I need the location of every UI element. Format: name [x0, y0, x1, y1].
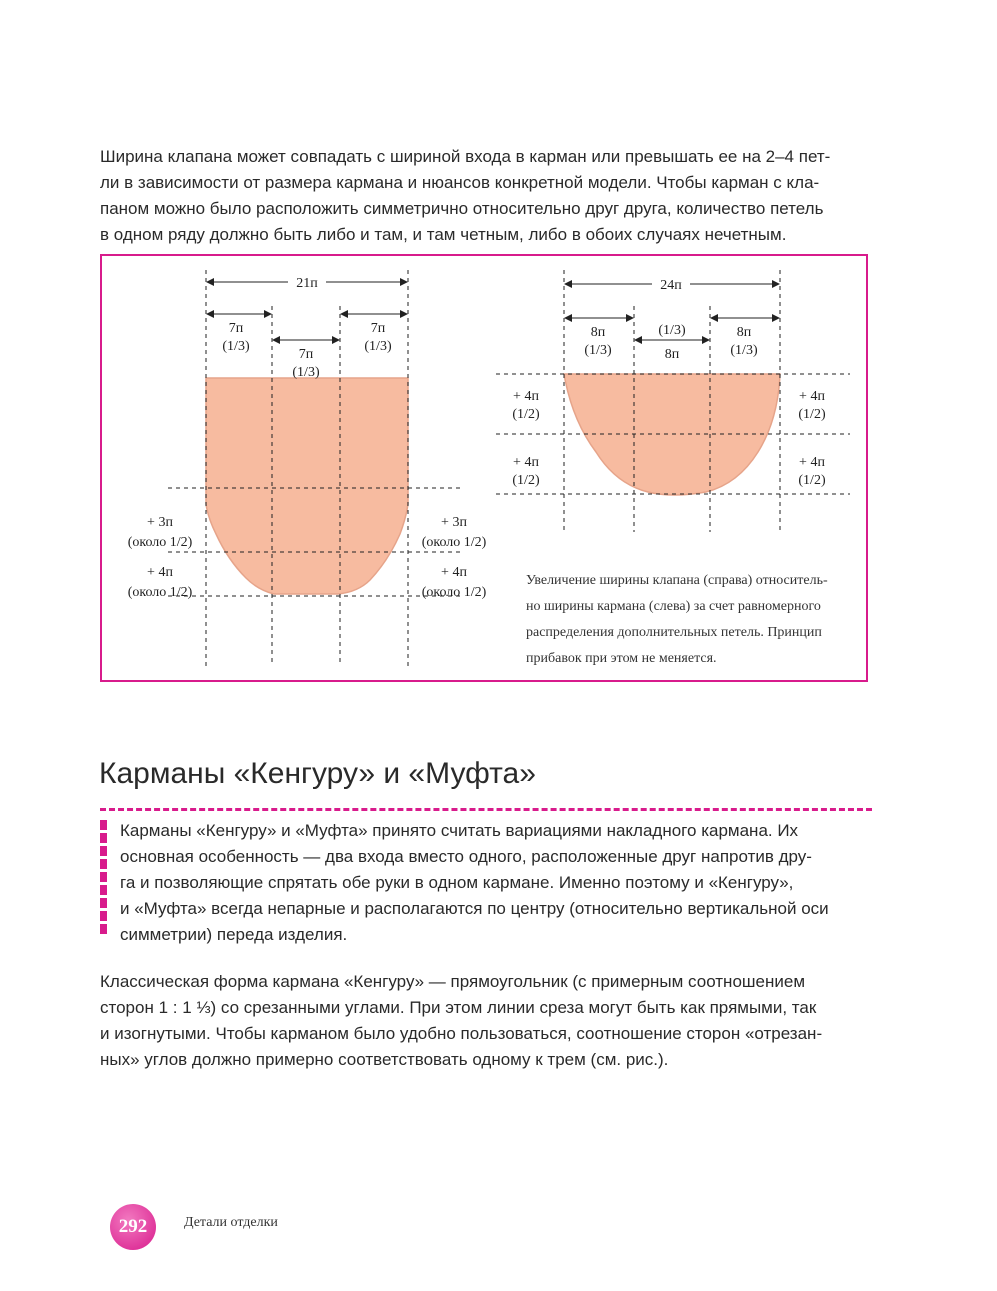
- flap-inc2-right-frac: (1/2): [798, 473, 826, 488]
- left-seg-left-frac: (1/3): [222, 339, 250, 354]
- text-line: и «Муфта» всегда непарные и располагаются по центру (относительно вертикальной оси: [120, 899, 829, 918]
- left-seg-left-label: 7п: [228, 321, 244, 336]
- text-line: основная особенность — два входа вместо одного, расположенные друг напротив дру-: [120, 847, 812, 866]
- page-number: 292: [118, 1216, 148, 1237]
- flap-inc1-left-frac: (1/2): [512, 407, 540, 422]
- left-inc1-label: + 3п: [147, 515, 173, 530]
- text-line: сторон 1 : 1 ⅓) со срезанными углами. При этом линии среза могут быть как прямыми, так: [100, 998, 817, 1017]
- text-line: Ширина клапана может совпадать с шириной входа в карман или превышать ее на 2–4 пет-: [100, 147, 831, 166]
- left-total-label: 21п: [296, 276, 318, 291]
- right-seg-left-frac: (1/3): [584, 343, 612, 358]
- body-paragraph: [100, 969, 870, 1073]
- right-seg-right-frac: (1/3): [730, 343, 758, 358]
- right-seg-left-label: 8п: [590, 325, 606, 340]
- text-line: га и позволяющие спрятать обе руки в одном кармане. Именно поэтому и «Кенгуру»,: [120, 873, 794, 892]
- text-line: и изогнутыми. Чтобы карманом было удобно пользоваться, соотношение сторон «отрезан-: [100, 1024, 823, 1043]
- section-title: Карманы «Кенгуру» и «Муфта»: [99, 757, 536, 790]
- text-line: симметрии) переда изделия.: [120, 925, 348, 944]
- flap-inc2-left-label: + 4п: [513, 455, 539, 470]
- note-divider: [100, 808, 872, 811]
- flap-inc1-left-label: + 4п: [513, 389, 539, 404]
- text-line: паном можно было расположить симметрично относительно друг друга, количество петель: [100, 199, 824, 218]
- text-line: Карманы «Кенгуру» и «Муфта» принято считать вариациями накладного кармана. Их: [120, 821, 799, 840]
- right-side-inc1-label: + 3п: [441, 515, 467, 530]
- pocket-shape-left-fix: [206, 378, 408, 594]
- flap-inc2-right-label: + 4п: [799, 455, 825, 470]
- left-inc2-frac: (около 1/2): [127, 585, 193, 600]
- page-number-badge: [110, 1204, 156, 1250]
- right-side-inc2-frac: (около 1/2): [421, 585, 487, 600]
- pocket-diagram-figure: [100, 254, 868, 682]
- left-seg-right-label: 7п: [370, 321, 386, 336]
- left-inc2-label: + 4п: [147, 565, 173, 580]
- right-side-inc1-frac: (около 1/2): [421, 535, 487, 550]
- caption-line: Увеличение ширины клапана (справа) относитель-: [526, 573, 828, 588]
- figure-caption: [526, 568, 856, 672]
- left-seg-mid-label: 7п: [298, 347, 314, 362]
- right-seg-mid-label: 8п: [664, 347, 680, 362]
- intro-paragraph: [100, 144, 870, 248]
- right-seg-mid-frac: (1/3): [658, 323, 686, 338]
- left-seg-right-frac: (1/3): [364, 339, 392, 354]
- flap-inc2-left-frac: (1/2): [512, 473, 540, 488]
- caption-line: но ширины кармана (слева) за счет равномерного: [526, 599, 821, 614]
- text-line: Классическая форма кармана «Кенгуру» — прямоугольник (с примерным соотношением: [100, 972, 806, 991]
- right-side-inc2-label: + 4п: [441, 565, 467, 580]
- running-title: Детали отделки: [184, 1215, 278, 1230]
- text-line: в одном ряду должно быть либо и там, и там четным, либо в обоих случаях нечетным.: [100, 225, 787, 244]
- caption-line: прибавок при этом не меняется.: [526, 651, 717, 666]
- right-total-label: 24п: [660, 278, 682, 293]
- left-inc1-frac: (около 1/2): [127, 535, 193, 550]
- text-line: ных» углов должно примерно соответствовать одному к трем (см. рис.).: [100, 1050, 669, 1069]
- text-line: ли в зависимости от размера кармана и нюансов конкретной модели. Чтобы карман с кла-: [100, 173, 820, 192]
- note-accent-bar: [100, 820, 107, 936]
- caption-line: распределения дополнительных петель. Принцип: [526, 625, 822, 640]
- left-seg-mid-frac: (1/3): [292, 365, 320, 380]
- right-seg-right-label: 8п: [736, 325, 752, 340]
- note-paragraph: [120, 818, 868, 948]
- flap-inc1-right-frac: (1/2): [798, 407, 826, 422]
- flap-inc1-right-label: + 4п: [799, 389, 825, 404]
